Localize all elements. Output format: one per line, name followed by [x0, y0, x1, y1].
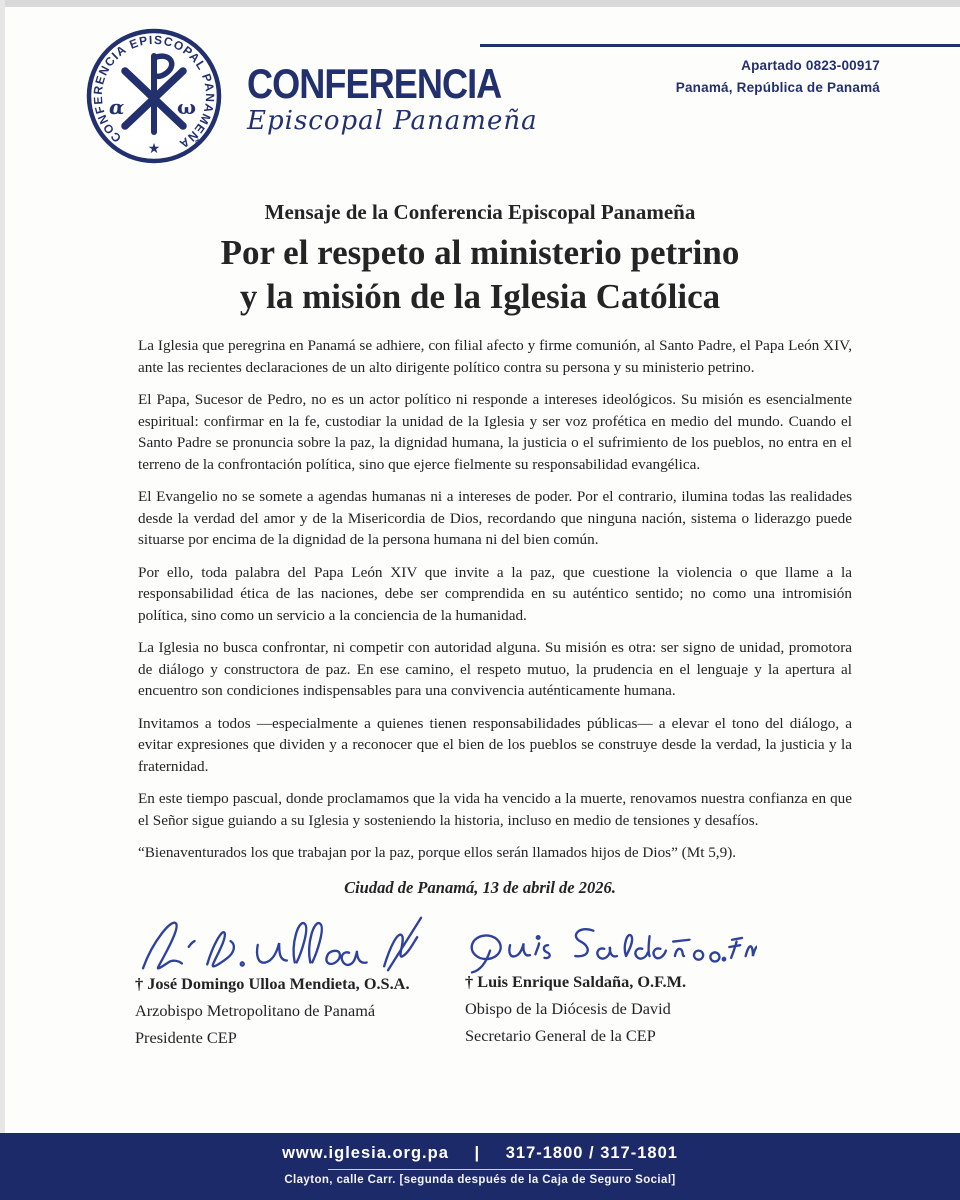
title-line-1: Por el respeto al ministerio petrino [220, 233, 740, 272]
title-line-2: y la misión de la Iglesia Católica [239, 277, 721, 317]
signatory-role-2: Secretario General de la CEP [465, 1026, 656, 1046]
cep-logo [84, 26, 224, 166]
letterhead [0, 0, 960, 172]
signature-right [465, 908, 795, 1052]
signature-block [135, 908, 865, 1052]
omega-glyph: ω [177, 95, 197, 119]
address-block [676, 55, 880, 98]
phone-numbers: 317-1800 / 317-1801 [505, 1144, 678, 1162]
photo-edge-left [0, 0, 5, 1200]
signatory-role-2: Presidente CEP [135, 1028, 237, 1048]
address-line-2: Panamá, República de Panamá [675, 79, 880, 95]
signatory-name: † Luis Enrique Saldaña, O.F.M. [465, 971, 687, 991]
logo-ring-text: CONFERENCIA EPISCOPAL PANAMEÑA [90, 32, 218, 152]
body-paragraph-quote: “Bienaventurados los que trabajan por la paz, porque ellos serán llamados hijos de Dios” (Mt 5,9). [138, 844, 737, 862]
wordmark [247, 61, 538, 136]
footer-bar [0, 1133, 960, 1200]
date-line: Ciudad de Panamá, 13 de abril de 2026. [344, 877, 616, 897]
body-paragraph: Por ello, toda palabra del Papa León XIV que invite a la paz, que cuestione la violencia o que llame a la responsabilidad ética de las naciones, debe ser comprendida en su auténtico sentido; no como una intromisión política, sino como un servicio a la conciencia de la humanidad. [138, 563, 852, 624]
website-text: www.iglesia.org.pa [282, 1144, 449, 1162]
document-title [0, 231, 960, 319]
body-paragraph: Invitamos a todos —especialmente a quienes tienen responsabilidades públicas— a elevar el tono del diálogo, a evitar expresiones que dividen y a reconocer que el bien de los pueblos se construye desde la verdad, la justicia y la fraternidad. [138, 714, 852, 775]
signature-autograph-left [129, 908, 439, 978]
footer-contact-row [0, 1133, 960, 1163]
signature-left [135, 908, 465, 1052]
wordmark-primary: CONFERENCIA [247, 61, 502, 108]
message-kicker: Mensaje de la Conferencia Episcopal Panameña [264, 200, 696, 224]
body-paragraph: El Papa, Sucesor de Pedro, no es un actor político ni responde a intereses ideológicos. Su misión es esencialmente espiritual: confirmar en la fe, custodiar la unidad de la Iglesia y ser voz profética en medio del mundo. Cuando el Santo Padre se pronuncia sobre la paz, la dignidad humana, la justicia o el sufrimiento de los pueblos, no entra en el terreno de la confrontación política, sino que ejerce fielmente su responsabilidad evangélica. [138, 391, 852, 473]
star-icon: ★ [147, 141, 161, 157]
body-paragraph: En este tiempo pascual, donde proclamamos que la vida ha vencido a la muerte, renovamos nuestra confianza en que el Señor sigue guiando a su Iglesia y sosteniendo la historia, incluso en medio de tensiones y desafíos. [138, 790, 852, 829]
alpha-glyph: α [109, 95, 125, 119]
wordmark-script: Episcopal Panameña [247, 106, 538, 136]
body-paragraph: La Iglesia que peregrina en Panamá se adhiere, con filial afecto y firme comunión, al Santo Padre, el Papa León XIV, ante las recientes declaraciones de un alto dirigente político contra su persona y su ministerio petrino. [138, 337, 852, 376]
body-paragraph: El Evangelio no se somete a agendas humanas ni a intereses de poder. Por el contrario, ilumina todas las realidades desde la verdad del amor y de la Misericordia de Dios, recordando que ninguna nación, sistema o liderazgo puede situarse por encima de la dignidad de la persona humana ni del bien común. [138, 488, 852, 549]
letter-body [138, 335, 852, 864]
header-rule [480, 44, 960, 47]
address-line-1: Apartado 0823-00917 [741, 58, 880, 73]
body-paragraph: La Iglesia no busca confrontar, ni competir con autoridad alguna. Su misión es otra: ser signo de unidad, promotora de diálogo y constructora de paz. En ese camino, el respeto mutuo, la prudencia en el lenguaje y la apertura al encuentro son condiciones indispensables para una convivencia auténticamente humana. [138, 639, 852, 700]
footer-separator: | [474, 1144, 481, 1162]
signatory-name: † José Domingo Ulloa Mendieta, O.S.A. [135, 973, 410, 993]
signatory-role-1: Arzobispo Metropolitano de Panamá [135, 1001, 376, 1021]
footer-divider [328, 1169, 633, 1170]
signatory-role-1: Obispo de la Diócesis de David [465, 999, 671, 1019]
footer-address: Clayton, calle Carr. [segunda después de la Caja de Seguro Social] [284, 1174, 676, 1186]
